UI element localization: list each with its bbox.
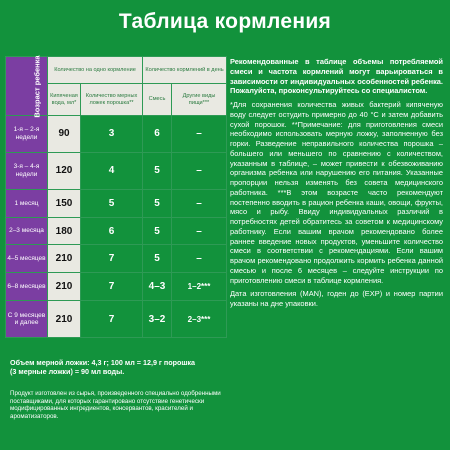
water-cell: 210	[48, 273, 81, 301]
scoops-cell: 6	[81, 217, 143, 245]
formula-cell: 5	[143, 152, 172, 189]
scoops-header: Количество мерных ложек порошка**	[81, 84, 143, 116]
water-cell: 210	[48, 245, 81, 273]
feeding-table	[5, 56, 227, 338]
age-cell: 1-я – 2-я недели	[6, 116, 48, 153]
formula-cell: 6	[143, 116, 172, 153]
formula-cell: 5	[143, 217, 172, 245]
page-title: Таблица кормления	[118, 10, 332, 33]
table-row	[6, 116, 227, 153]
other-food-header: Другие виды пищи***	[172, 84, 227, 116]
age-cell: 6–8 месяцев	[6, 273, 48, 301]
scoop-volume-note	[10, 359, 195, 377]
formula-cell: 3–2	[143, 301, 172, 338]
other-food-cell: 2–3***	[172, 301, 227, 338]
formula-cell: 5	[143, 189, 172, 217]
footnotes-text: *Для сохранения количества живых бактерий кипяченую воду следует остудить примерно до 40 °С и затем добавить сухой порошок. **Примечание: для приготовления смеси необходимо использовать мерную ложку, заполненную без горки. Разведение неправильного количества порошка – большего или меньшего по сравнению с количеством, указанным в таблице, – может привести к обезвоживанию организма ребенка или нарушению его питания. Указанные пропорции нельзя изменять без совета медицинского работника. ***В этом возрасте часто рекомендуют постепенно вводить в рацион ребенка каши, овощи, фрукты, мясо и рыбу. Ввиду индивидуальных различий в потребностях детей обратитесь за советом к медицинскому работнику. Если вашим врачом рекомендовано более раннее введение новых продуктов, уменьшите количество смеси в соответствии с рекомендациями. Если вашим врачом рекомендовано продолжить кормить ребенка данной смесью и после 6 месяцев – следуйте инструкции по приготовлению смеси в таблице кормления.	[230, 100, 443, 285]
scoops-cell: 5	[81, 189, 143, 217]
other-food-cell: –	[172, 116, 227, 153]
instructions-column	[230, 57, 443, 313]
other-food-cell: –	[172, 189, 227, 217]
scoops-cell: 7	[81, 273, 143, 301]
age-cell: 4–5 месяцев	[6, 245, 48, 273]
amount-header: Количество на одно кормление	[48, 57, 143, 84]
scoop-note-line: (3 мерные ложки) = 90 мл воды.	[10, 366, 125, 376]
other-food-cell: 1–2***	[172, 273, 227, 301]
table-row	[6, 301, 227, 338]
age-cell: С 9 месяцев и далее	[6, 301, 48, 338]
water-cell: 180	[48, 217, 81, 245]
formula-cell: 5	[143, 245, 172, 273]
other-food-cell: –	[172, 217, 227, 245]
water-header: Кипяченая вода, мл*	[48, 84, 81, 116]
water-cell: 210	[48, 301, 81, 338]
intro-text: Рекомендованные в таблице объемы потребляемой смеси и частота кормлений могут варьироваться в зависимости от индивидуальных особенностей ребенка. Пожалуйста, проконсультируйтесь со специалистом.	[230, 57, 443, 96]
water-cell: 90	[48, 116, 81, 153]
age-header: Возраст ребенка	[32, 54, 42, 118]
formula-header: Смесь	[143, 84, 172, 116]
scoop-note-line: Объем мерной ложки: 4,3 г; 100 мл = 12,9 г порошка	[10, 358, 196, 367]
age-cell: 1 месяц	[6, 189, 48, 217]
other-food-cell: –	[172, 245, 227, 273]
table-row	[6, 189, 227, 217]
date-note: Дата изготовления (MAN), годен до (EXP) и номер партии указаны на дне упаковки.	[230, 289, 443, 308]
water-cell: 150	[48, 189, 81, 217]
other-food-cell: –	[172, 152, 227, 189]
table-row	[6, 273, 227, 301]
scoops-cell: 3	[81, 116, 143, 153]
table-row	[6, 152, 227, 189]
table-row	[6, 217, 227, 245]
scoops-cell: 7	[81, 245, 143, 273]
age-cell: 2–3 месяца	[6, 217, 48, 245]
formula-cell: 4–3	[143, 273, 172, 301]
scoops-cell: 4	[81, 152, 143, 189]
product-note: Продукт изготовлен из сырья, произведенного специально одобренными поставщиками, для которых гарантировано отсутствие генетически модифицированных ингредиентов, консервантов, красителей и ароматизаторов.	[10, 390, 221, 420]
table-row	[6, 245, 227, 273]
age-cell: 3-я – 4-я недели	[6, 152, 48, 189]
feedings-header: Количество кормлений в день	[143, 57, 227, 84]
age-header-cell	[6, 54, 48, 118]
scoops-cell: 7	[81, 301, 143, 338]
water-cell: 120	[48, 152, 81, 189]
